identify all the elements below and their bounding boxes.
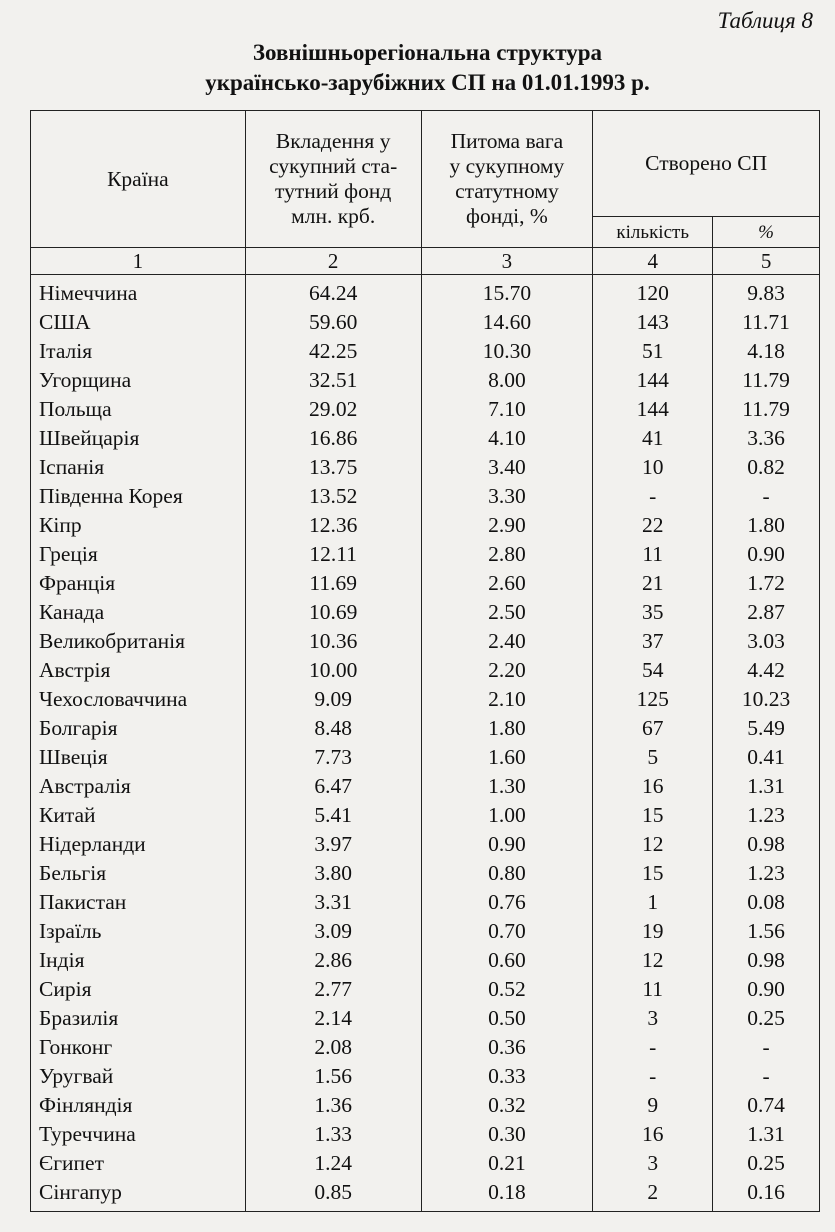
table-row [31, 366, 820, 395]
header-investment-line: млн. крб. [291, 204, 376, 228]
table-row [31, 1091, 820, 1120]
jv-structure-table [30, 110, 820, 1212]
cell-count: 67 [593, 714, 713, 743]
table-row [31, 511, 820, 540]
column-number: 5 [713, 248, 820, 275]
cell-count: 11 [593, 975, 713, 1004]
cell-investment: 8.48 [245, 714, 421, 743]
table-row [31, 1033, 820, 1062]
cell-country: Бельгія [31, 859, 246, 888]
table-row [31, 308, 820, 337]
table-row [31, 453, 820, 482]
cell-investment: 9.09 [245, 685, 421, 714]
table-row [31, 801, 820, 830]
cell-percent: 0.90 [713, 975, 820, 1004]
cell-percent: 5.49 [713, 714, 820, 743]
table-row [31, 859, 820, 888]
cell-share: 8.00 [421, 366, 593, 395]
table-row [31, 917, 820, 946]
header-share-line: у сукупному [449, 154, 565, 178]
cell-count: 16 [593, 1120, 713, 1149]
cell-investment: 13.75 [245, 453, 421, 482]
header-investment [245, 111, 421, 248]
cell-investment: 10.69 [245, 598, 421, 627]
cell-share: 0.70 [421, 917, 593, 946]
column-number: 2 [245, 248, 421, 275]
cell-share: 0.30 [421, 1120, 593, 1149]
header-share-line: фонді, % [466, 204, 548, 228]
cell-percent: 0.41 [713, 743, 820, 772]
cell-percent: 0.74 [713, 1091, 820, 1120]
header-share [421, 111, 593, 248]
cell-percent: 1.72 [713, 569, 820, 598]
cell-percent: 0.08 [713, 888, 820, 917]
header-investment-line: тутний фонд [275, 179, 392, 203]
cell-investment: 5.41 [245, 801, 421, 830]
cell-share: 0.60 [421, 946, 593, 975]
cell-share: 3.30 [421, 482, 593, 511]
cell-share: 2.40 [421, 627, 593, 656]
cell-percent: 3.36 [713, 424, 820, 453]
cell-count: 1 [593, 888, 713, 917]
header-count: кількість [593, 217, 713, 248]
cell-investment: 11.69 [245, 569, 421, 598]
column-number: 4 [593, 248, 713, 275]
cell-country: Індія [31, 946, 246, 975]
cell-investment: 16.86 [245, 424, 421, 453]
cell-country: Великобританія [31, 627, 246, 656]
cell-investment: 29.02 [245, 395, 421, 424]
cell-investment: 3.31 [245, 888, 421, 917]
cell-country: Китай [31, 801, 246, 830]
cell-country: Кіпр [31, 511, 246, 540]
cell-investment: 0.85 [245, 1178, 421, 1212]
header-country: Країна [31, 111, 246, 248]
table-row [31, 540, 820, 569]
cell-investment: 10.00 [245, 656, 421, 685]
table-row [31, 830, 820, 859]
cell-investment: 7.73 [245, 743, 421, 772]
cell-percent: 1.56 [713, 917, 820, 946]
cell-percent: 11.79 [713, 366, 820, 395]
table-row [31, 772, 820, 801]
cell-investment: 1.56 [245, 1062, 421, 1091]
cell-country: Уругвай [31, 1062, 246, 1091]
cell-investment: 1.24 [245, 1149, 421, 1178]
cell-country: Швеція [31, 743, 246, 772]
table-row [31, 1149, 820, 1178]
table-row [31, 275, 820, 309]
cell-share: 0.36 [421, 1033, 593, 1062]
cell-country: Угорщина [31, 366, 246, 395]
cell-count: 15 [593, 801, 713, 830]
cell-count: 11 [593, 540, 713, 569]
header-percent: % [713, 217, 820, 248]
cell-investment: 3.09 [245, 917, 421, 946]
cell-percent: 3.03 [713, 627, 820, 656]
cell-percent: 11.71 [713, 308, 820, 337]
table-row [31, 888, 820, 917]
cell-country: Німеччина [31, 275, 246, 309]
cell-percent: - [713, 482, 820, 511]
cell-count: 125 [593, 685, 713, 714]
cell-count: 51 [593, 337, 713, 366]
cell-country: США [31, 308, 246, 337]
cell-investment: 2.86 [245, 946, 421, 975]
table-body [31, 275, 820, 1212]
cell-share: 4.10 [421, 424, 593, 453]
cell-country: Фінляндія [31, 1091, 246, 1120]
cell-country: Бразилія [31, 1004, 246, 1033]
column-number: 3 [421, 248, 593, 275]
cell-share: 2.50 [421, 598, 593, 627]
cell-share: 2.20 [421, 656, 593, 685]
cell-investment: 2.14 [245, 1004, 421, 1033]
cell-percent: 1.31 [713, 1120, 820, 1149]
cell-share: 2.60 [421, 569, 593, 598]
cell-count: 12 [593, 946, 713, 975]
header-created: Створено СП [593, 111, 820, 217]
table-row [31, 627, 820, 656]
cell-share: 2.90 [421, 511, 593, 540]
cell-percent: 2.87 [713, 598, 820, 627]
cell-country: Болгарія [31, 714, 246, 743]
cell-count: 15 [593, 859, 713, 888]
cell-count: 16 [593, 772, 713, 801]
table-row [31, 395, 820, 424]
cell-share: 1.60 [421, 743, 593, 772]
cell-country: Канада [31, 598, 246, 627]
header-investment-line: сукупний ста- [269, 154, 398, 178]
table-row [31, 975, 820, 1004]
cell-count: 35 [593, 598, 713, 627]
title-line-2: українсько-зарубіжних СП на 01.01.1993 р. [205, 70, 650, 95]
cell-share: 7.10 [421, 395, 593, 424]
cell-share: 15.70 [421, 275, 593, 309]
cell-investment: 32.51 [245, 366, 421, 395]
cell-percent: 9.83 [713, 275, 820, 309]
cell-count: 120 [593, 275, 713, 309]
cell-percent: 0.25 [713, 1004, 820, 1033]
cell-share: 0.52 [421, 975, 593, 1004]
cell-share: 2.10 [421, 685, 593, 714]
table-number-label: Таблиця 8 [717, 8, 813, 33]
cell-country: Сінгапур [31, 1178, 246, 1212]
cell-count: - [593, 482, 713, 511]
cell-share: 10.30 [421, 337, 593, 366]
cell-investment: 12.36 [245, 511, 421, 540]
cell-investment: 59.60 [245, 308, 421, 337]
cell-count: 9 [593, 1091, 713, 1120]
cell-percent: 0.16 [713, 1178, 820, 1212]
cell-count: 22 [593, 511, 713, 540]
cell-share: 2.80 [421, 540, 593, 569]
cell-count: 5 [593, 743, 713, 772]
table-row [31, 1004, 820, 1033]
cell-percent: 0.82 [713, 453, 820, 482]
table-title [0, 38, 835, 98]
cell-count: 41 [593, 424, 713, 453]
cell-country: Греція [31, 540, 246, 569]
cell-count: 12 [593, 830, 713, 859]
cell-country: Швейцарія [31, 424, 246, 453]
cell-percent: 1.23 [713, 801, 820, 830]
cell-percent: 0.90 [713, 540, 820, 569]
table-row [31, 946, 820, 975]
cell-investment: 3.80 [245, 859, 421, 888]
cell-share: 1.80 [421, 714, 593, 743]
cell-country: Пакистан [31, 888, 246, 917]
cell-percent: 1.31 [713, 772, 820, 801]
cell-country: Гонконг [31, 1033, 246, 1062]
cell-count: 3 [593, 1149, 713, 1178]
cell-investment: 3.97 [245, 830, 421, 859]
cell-percent: 4.18 [713, 337, 820, 366]
cell-share: 0.21 [421, 1149, 593, 1178]
cell-count: 54 [593, 656, 713, 685]
cell-country: Єгипет [31, 1149, 246, 1178]
cell-percent: 1.23 [713, 859, 820, 888]
cell-investment: 10.36 [245, 627, 421, 656]
cell-investment: 6.47 [245, 772, 421, 801]
table-row [31, 656, 820, 685]
cell-country: Австралія [31, 772, 246, 801]
title-line-1: Зовнішньорегіональна структура [252, 40, 603, 65]
cell-investment: 12.11 [245, 540, 421, 569]
cell-share: 1.00 [421, 801, 593, 830]
cell-investment: 42.25 [245, 337, 421, 366]
header-share-line: статутному [455, 179, 559, 203]
cell-investment: 1.36 [245, 1091, 421, 1120]
cell-count: 10 [593, 453, 713, 482]
cell-share: 0.76 [421, 888, 593, 917]
table-row [31, 1062, 820, 1091]
cell-count: 21 [593, 569, 713, 598]
cell-country: Туреччина [31, 1120, 246, 1149]
cell-share: 1.30 [421, 772, 593, 801]
cell-country: Ізраїль [31, 917, 246, 946]
table-row [31, 743, 820, 772]
header-investment-line: Вкладення у [275, 129, 391, 153]
table-row [31, 569, 820, 598]
table-row [31, 337, 820, 366]
cell-percent: - [713, 1033, 820, 1062]
cell-percent: - [713, 1062, 820, 1091]
cell-investment: 13.52 [245, 482, 421, 511]
cell-share: 0.18 [421, 1178, 593, 1212]
cell-count: 37 [593, 627, 713, 656]
table-row [31, 714, 820, 743]
table-row [31, 1120, 820, 1149]
cell-country: Чехословаччина [31, 685, 246, 714]
table-row [31, 598, 820, 627]
cell-percent: 11.79 [713, 395, 820, 424]
cell-count: 144 [593, 395, 713, 424]
cell-percent: 0.98 [713, 830, 820, 859]
cell-investment: 2.08 [245, 1033, 421, 1062]
table-row [31, 1178, 820, 1212]
cell-country: Австрія [31, 656, 246, 685]
cell-count: 143 [593, 308, 713, 337]
cell-percent: 4.42 [713, 656, 820, 685]
cell-country: Іспанія [31, 453, 246, 482]
cell-count: - [593, 1033, 713, 1062]
cell-country: Франція [31, 569, 246, 598]
header-share-line: Питома вага [450, 129, 564, 153]
cell-count: - [593, 1062, 713, 1091]
table-row [31, 685, 820, 714]
cell-investment: 2.77 [245, 975, 421, 1004]
cell-percent: 1.80 [713, 511, 820, 540]
cell-country: Південна Корея [31, 482, 246, 511]
cell-country: Сирія [31, 975, 246, 1004]
cell-percent: 10.23 [713, 685, 820, 714]
cell-country: Нідерланди [31, 830, 246, 859]
cell-share: 0.50 [421, 1004, 593, 1033]
cell-count: 19 [593, 917, 713, 946]
cell-share: 0.33 [421, 1062, 593, 1091]
cell-count: 144 [593, 366, 713, 395]
cell-country: Польща [31, 395, 246, 424]
cell-share: 14.60 [421, 308, 593, 337]
cell-share: 3.40 [421, 453, 593, 482]
cell-count: 2 [593, 1178, 713, 1212]
cell-share: 0.32 [421, 1091, 593, 1120]
cell-share: 0.80 [421, 859, 593, 888]
cell-country: Італія [31, 337, 246, 366]
cell-investment: 1.33 [245, 1120, 421, 1149]
cell-percent: 0.98 [713, 946, 820, 975]
table-row [31, 424, 820, 453]
cell-count: 3 [593, 1004, 713, 1033]
cell-investment: 64.24 [245, 275, 421, 309]
table-row [31, 482, 820, 511]
cell-share: 0.90 [421, 830, 593, 859]
cell-percent: 0.25 [713, 1149, 820, 1178]
column-number: 1 [31, 248, 246, 275]
